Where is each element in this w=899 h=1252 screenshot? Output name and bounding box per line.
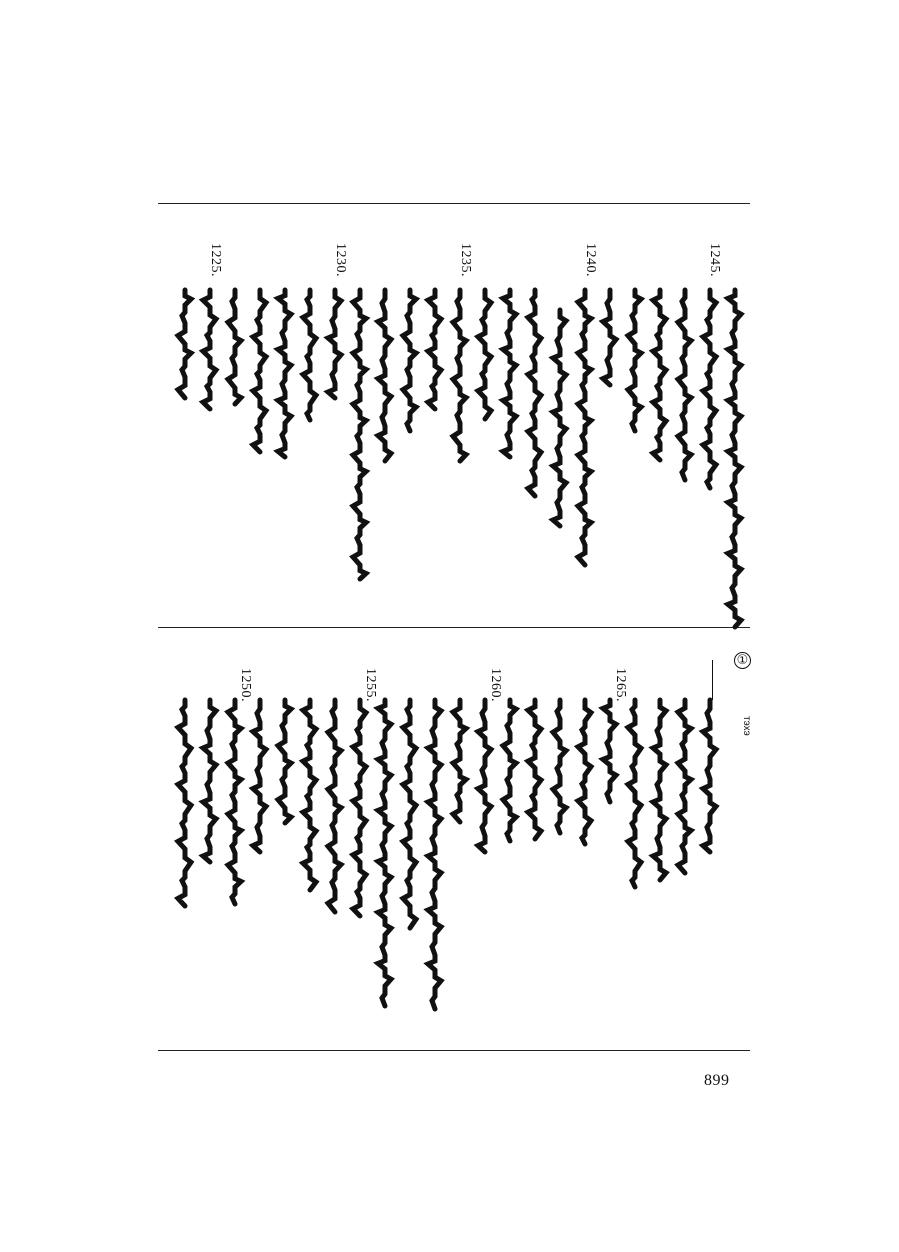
script-column (278, 290, 291, 457)
script-column (353, 290, 366, 579)
script-column (553, 700, 566, 833)
top-rule (158, 203, 750, 204)
script-column (478, 700, 491, 852)
line-number-1250: 1250. (238, 668, 253, 702)
script-column (678, 700, 691, 873)
line-number-1255: 1255. (363, 668, 378, 702)
script-column (178, 700, 191, 906)
script-column (353, 700, 366, 916)
script-column (378, 700, 391, 1006)
script-column (703, 290, 716, 488)
script-column (203, 290, 216, 409)
script-column (603, 700, 616, 802)
script-column (403, 700, 416, 928)
script-column (328, 290, 341, 398)
script-column (703, 700, 716, 852)
script-column (428, 700, 441, 1009)
line-number-1240: 1240. (583, 243, 598, 277)
script-column (453, 290, 466, 461)
script-column (403, 290, 416, 431)
script-column (628, 700, 641, 887)
script-column (728, 290, 741, 627)
script-column (653, 700, 666, 880)
script-column (303, 700, 316, 890)
line-number-1245: 1245. (707, 243, 722, 277)
script-column (278, 700, 291, 823)
script-column (328, 700, 341, 912)
line-number-1265: 1265. (613, 668, 628, 702)
script-column (528, 290, 541, 496)
script-column (553, 310, 566, 526)
script-column (253, 700, 266, 852)
script-column (253, 290, 266, 452)
script-column (528, 700, 541, 839)
script-column (628, 290, 641, 431)
script-column (378, 290, 391, 461)
middle-rule (158, 627, 750, 628)
script-column (453, 700, 466, 822)
line-number-1230: 1230. (333, 243, 348, 277)
script-column (503, 700, 516, 841)
script-column (503, 290, 516, 457)
script-column (178, 290, 191, 398)
line-number-1225: 1225. (208, 243, 223, 277)
script-column (203, 700, 216, 862)
script-column (578, 290, 591, 565)
script-column (228, 290, 241, 404)
script-column (678, 290, 691, 480)
script-column (303, 290, 316, 420)
script-column (478, 290, 491, 419)
line-number-1235: 1235. (458, 243, 473, 277)
footnote-separator (712, 660, 713, 700)
script-column (653, 290, 666, 460)
script-column (578, 700, 591, 844)
line-number-1260: 1260. (488, 668, 503, 702)
page-number: 899 (704, 1072, 730, 1089)
script-column (228, 700, 241, 904)
script-column (428, 290, 441, 409)
script-column (603, 290, 616, 385)
footnote-text: тэхэ (741, 716, 752, 736)
bottom-rule (158, 1050, 750, 1051)
footnote-marker: ① (734, 652, 751, 669)
